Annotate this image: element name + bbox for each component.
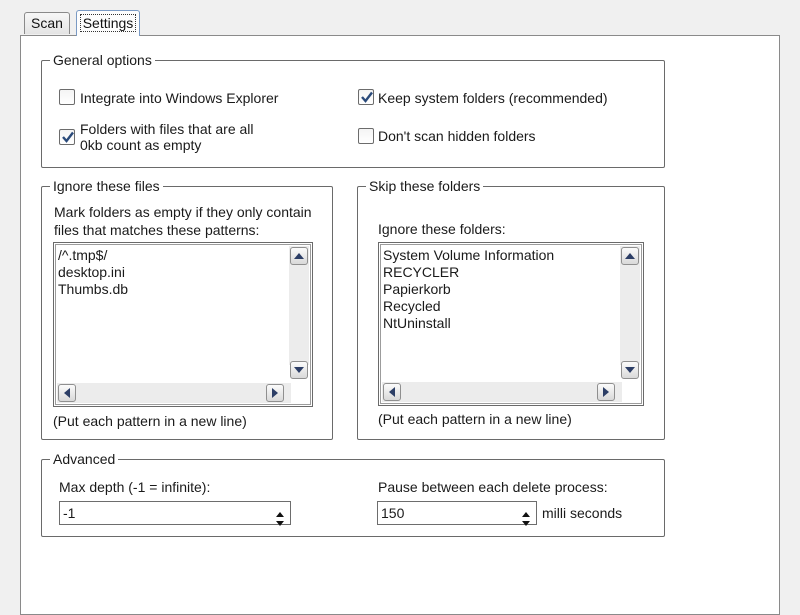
max-depth-label: Max depth (-1 = infinite): xyxy=(59,479,211,495)
ignore-files-group xyxy=(41,178,333,440)
skip-folders-hscrollbar[interactable] xyxy=(382,382,622,402)
list-item: Recycled xyxy=(383,298,441,314)
advanced-legend: Advanced xyxy=(50,450,118,468)
general-options-legend: General options xyxy=(50,51,155,69)
tab-settings-label: Settings xyxy=(80,14,137,32)
pause-value: 150 xyxy=(381,505,405,521)
skip-folders-scroll-down-button[interactable] xyxy=(621,361,639,379)
arrow-right-icon xyxy=(600,387,612,397)
max-depth-stepper[interactable] xyxy=(59,501,291,525)
ignore-patterns-scroll-left-button[interactable] xyxy=(58,384,76,402)
ignore-patterns-scroll-right-button[interactable] xyxy=(266,384,284,402)
integrate-explorer-checkbox[interactable] xyxy=(59,89,75,105)
max-depth-value: -1 xyxy=(63,505,76,521)
general-options-group xyxy=(41,52,665,168)
keep-system-folders-checkbox[interactable] xyxy=(358,89,374,105)
pause-increment-button[interactable] xyxy=(517,503,535,513)
arrow-up-icon xyxy=(293,251,305,261)
checkmark-icon xyxy=(61,130,75,144)
skip-folders-listbox[interactable] xyxy=(378,242,644,406)
ignore-files-desc-line2: files that matches these patterns: xyxy=(54,222,260,238)
pause-decrement-button[interactable] xyxy=(517,513,535,523)
skip-folders-legend: Skip these folders xyxy=(366,177,483,195)
arrow-down-icon xyxy=(517,519,535,529)
arrow-up-icon xyxy=(624,251,636,261)
list-item: System Volume Information xyxy=(383,247,555,263)
ignore-patterns-scroll-up-button[interactable] xyxy=(290,247,308,265)
arrow-down-icon xyxy=(293,365,305,375)
ignore-files-note: (Put each pattern in a new line) xyxy=(53,413,247,429)
tab-scan[interactable] xyxy=(24,12,70,34)
zero-kb-empty-label-line2: 0kb count as empty xyxy=(80,137,202,153)
max-depth-increment-button[interactable] xyxy=(271,503,289,513)
ignore-files-desc-line1: Mark folders as empty if they only contain xyxy=(54,204,312,220)
pause-unit-label: milli seconds xyxy=(542,505,623,521)
ignore-patterns-listbox[interactable] xyxy=(53,242,313,407)
ignore-patterns-scroll-down-button[interactable] xyxy=(290,361,308,379)
checkmark-icon xyxy=(360,90,374,104)
arrow-left-icon xyxy=(61,388,73,398)
skip-folders-note: (Put each pattern in a new line) xyxy=(378,411,572,427)
skip-hidden-folders-label: Don't scan hidden folders xyxy=(378,128,536,144)
zero-kb-empty-label-line1: Folders with files that are all xyxy=(80,121,254,137)
list-item: /^.tmp$/ xyxy=(58,247,108,263)
skip-folders-list xyxy=(383,247,554,332)
list-item: desktop.ini xyxy=(58,264,125,280)
skip-folders-group xyxy=(357,178,665,440)
skip-folders-scroll-right-button[interactable] xyxy=(597,383,615,401)
integrate-explorer-label: Integrate into Windows Explorer xyxy=(80,90,279,106)
skip-folders-scroll-left-button[interactable] xyxy=(383,383,401,401)
list-item: Thumbs.db xyxy=(58,281,129,297)
zero-kb-empty-checkbox[interactable] xyxy=(59,129,75,145)
arrow-down-icon xyxy=(624,365,636,375)
skip-folders-desc: Ignore these folders: xyxy=(378,221,506,237)
skip-hidden-folders-checkbox[interactable] xyxy=(358,128,374,144)
ignore-files-legend: Ignore these files xyxy=(50,177,163,195)
skip-folders-scroll-up-button[interactable] xyxy=(621,247,639,265)
list-item: RECYCLER xyxy=(383,264,460,280)
ignore-patterns-list xyxy=(58,247,128,298)
list-item: Papierkorb xyxy=(383,281,451,297)
arrow-right-icon xyxy=(269,388,281,398)
advanced-group xyxy=(41,451,665,537)
max-depth-decrement-button[interactable] xyxy=(271,513,289,523)
pause-label: Pause between each delete process: xyxy=(378,479,608,495)
arrow-left-icon xyxy=(386,387,398,397)
keep-system-folders-label: Keep system folders (recommended) xyxy=(378,90,608,106)
tab-settings[interactable] xyxy=(76,10,140,36)
list-item: NtUninstall xyxy=(383,315,451,331)
pause-stepper[interactable] xyxy=(377,501,537,525)
tab-scan-label: Scan xyxy=(31,15,63,31)
arrow-down-icon xyxy=(271,519,289,529)
ignore-patterns-hscrollbar[interactable] xyxy=(57,383,291,403)
